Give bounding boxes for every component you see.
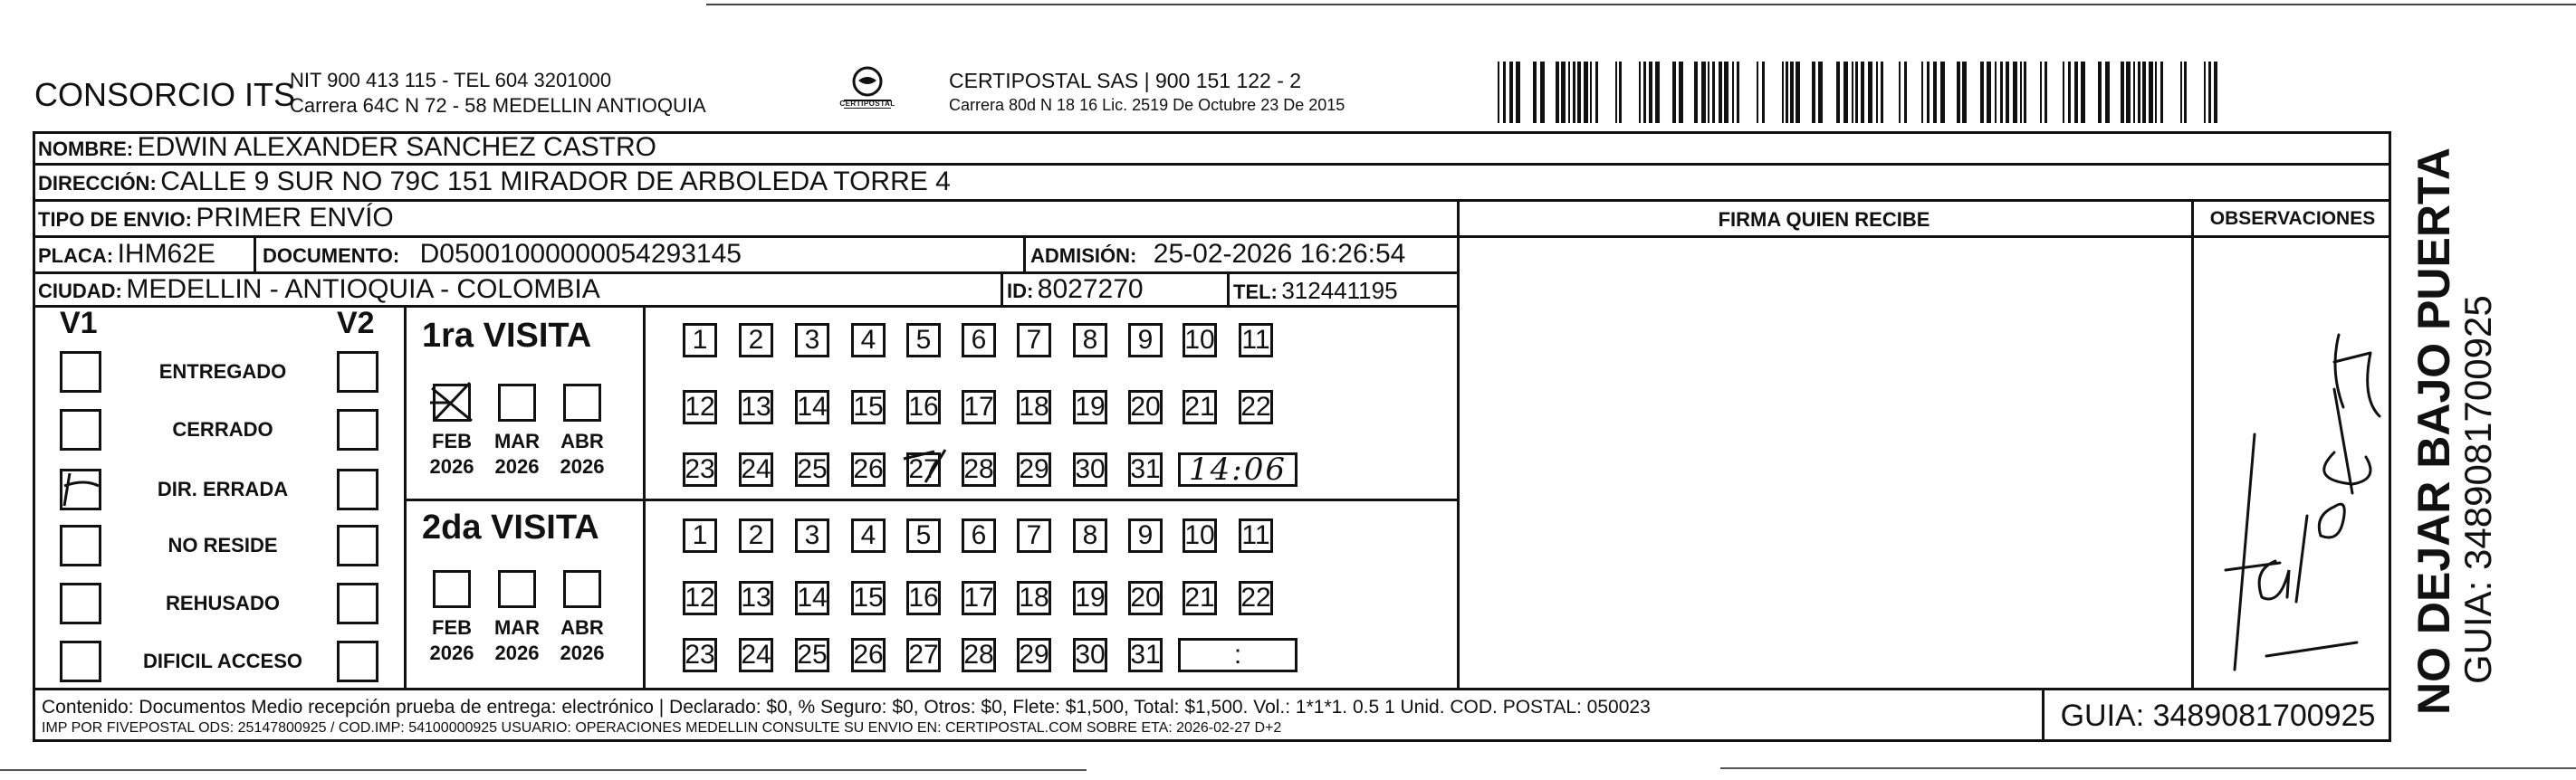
tel-label: TEL: bbox=[1233, 281, 1278, 303]
direccion-value: CALLE 9 SUR NO 79C 151 MIRADOR DE ARBOLEDA TORRE 4 bbox=[160, 166, 951, 196]
day-box[interactable]: 25 bbox=[795, 452, 829, 487]
day-box[interactable]: 28 bbox=[962, 452, 996, 487]
day-box[interactable]: 22 bbox=[1239, 581, 1273, 615]
id-field bbox=[1007, 274, 1144, 305]
footer-guia: GUIA: 3489081700925 bbox=[2060, 699, 2376, 733]
month-checkbox-mar[interactable] bbox=[498, 384, 536, 422]
tipo-envio-value: PRIMER ENVÍO bbox=[196, 203, 394, 233]
day-box[interactable]: 2 bbox=[739, 518, 773, 553]
month-checkbox-mar[interactable] bbox=[498, 570, 536, 608]
month-checkbox-abr[interactable] bbox=[563, 384, 601, 422]
day-box[interactable]: 27 bbox=[906, 452, 941, 487]
day-box[interactable]: 12 bbox=[683, 581, 717, 615]
admision-divider bbox=[1023, 235, 1026, 271]
tel-field bbox=[1233, 277, 1398, 305]
documento-field bbox=[263, 239, 742, 270]
nombre-value: EDWIN ALEXANDER SANCHEZ CASTRO bbox=[137, 132, 656, 162]
day-box[interactable]: 10 bbox=[1183, 518, 1217, 553]
day-box[interactable]: 20 bbox=[1128, 390, 1163, 424]
ciudad-field bbox=[38, 274, 600, 305]
visit-divider bbox=[404, 499, 1457, 501]
row-divider bbox=[33, 199, 2391, 202]
day-box[interactable]: 27 bbox=[906, 638, 941, 672]
tipo-envio-label: TIPO DE ENVIO: bbox=[38, 208, 192, 231]
day-box[interactable]: 15 bbox=[851, 581, 886, 615]
month-checkbox-abr[interactable] bbox=[563, 570, 601, 608]
day-box[interactable]: 22 bbox=[1239, 390, 1273, 424]
day-box[interactable]: 24 bbox=[739, 638, 773, 672]
v1-checkbox[interactable] bbox=[60, 469, 101, 510]
day-box[interactable]: 2 bbox=[739, 323, 773, 357]
day-box[interactable]: 4 bbox=[851, 323, 886, 357]
day-box[interactable]: 11 bbox=[1239, 518, 1273, 553]
day-box[interactable]: 19 bbox=[1073, 390, 1107, 424]
status-label: ENTREGADO bbox=[158, 360, 287, 383]
year-label: 2026 bbox=[429, 455, 474, 478]
v1-checkbox[interactable] bbox=[60, 525, 101, 566]
day-box[interactable]: 30 bbox=[1073, 638, 1107, 672]
direccion-label: DIRECCIÓN: bbox=[38, 172, 157, 195]
v1-checkbox[interactable] bbox=[60, 583, 101, 624]
year-label: 2026 bbox=[494, 455, 540, 478]
footer-contenido: Contenido: Documentos Medio recepción prueba de entrega: electrónico | Declarado: $0, % Seguro: $0, Otros: $0, Flete: $1,500, Total: $1,500. Vol.: 1*1*1. 0.5 1 Unid. COD. POSTAL: 050023 bbox=[42, 697, 1651, 718]
day-box[interactable]: 13 bbox=[739, 581, 773, 615]
status-label: CERRADO bbox=[172, 418, 273, 441]
day-box[interactable]: 10 bbox=[1183, 323, 1217, 357]
status-label: DIFICIL ACCESO bbox=[142, 650, 302, 672]
carrier-address-line: Carrera 80d N 18 16 Lic. 2519 De Octubre 23 De 2015 bbox=[949, 96, 1345, 114]
v2-checkbox[interactable] bbox=[337, 351, 378, 393]
day-box[interactable]: 18 bbox=[1017, 390, 1051, 424]
day-box[interactable]: 7 bbox=[1017, 323, 1051, 357]
footer-imp: IMP POR FIVEPOSTAL ODS: 25147800925 / COD.IMP: 54100000925 USUARIO: OPERACIONES MEDELLIN CONSULTE SU ENVIO EN: CERTIPOSTAL.COM SOBRE ETA: 2026-02-27 D+2 bbox=[42, 720, 1282, 736]
v2-checkbox[interactable] bbox=[337, 583, 378, 624]
day-box[interactable]: 8 bbox=[1073, 323, 1107, 357]
ciudad-value: MEDELLIN - ANTIOQUIA - COLOMBIA bbox=[126, 274, 600, 304]
visit-2-title: 2da VISITA bbox=[422, 509, 599, 547]
admision-label: ADMISIÓN: bbox=[1030, 244, 1137, 267]
placa-field bbox=[38, 239, 215, 270]
day-box[interactable]: 26 bbox=[851, 638, 886, 672]
v1-header: V1 bbox=[60, 306, 98, 340]
v1-checkbox[interactable] bbox=[60, 641, 101, 682]
v2-checkbox[interactable] bbox=[337, 409, 378, 451]
row-divider bbox=[33, 305, 1457, 308]
day-box[interactable]: 16 bbox=[906, 390, 941, 424]
observaciones-header: OBSERVACIONES bbox=[2209, 208, 2376, 229]
id-divider bbox=[1001, 271, 1003, 305]
v2-checkbox[interactable] bbox=[337, 469, 378, 510]
day-box[interactable]: 13 bbox=[739, 390, 773, 424]
day-box[interactable]: 30 bbox=[1073, 452, 1107, 487]
day-box[interactable]: 6 bbox=[962, 518, 996, 553]
side-guia: GUIA: 3489081700925 bbox=[2456, 295, 2499, 684]
day-box[interactable]: 5 bbox=[906, 323, 941, 357]
admision-value: 25-02-2026 16:26:54 bbox=[1153, 239, 1406, 269]
barcode bbox=[1496, 62, 2220, 123]
year-label: 2026 bbox=[494, 642, 540, 664]
row-divider bbox=[33, 688, 2391, 690]
placa-value: IHM62E bbox=[117, 239, 215, 269]
company-address-line: Carrera 64C N 72 - 58 MEDELLIN ANTIOQUIA bbox=[290, 94, 706, 117]
day-box[interactable]: 23 bbox=[683, 452, 717, 487]
day-box[interactable]: 16 bbox=[906, 581, 941, 615]
col-divider-obs bbox=[2191, 199, 2194, 688]
scan-edge-bottom-right bbox=[1720, 767, 2576, 769]
day-box[interactable]: 5 bbox=[906, 518, 941, 553]
v1-checkbox[interactable] bbox=[60, 351, 101, 393]
time-box[interactable]: : bbox=[1178, 638, 1298, 672]
day-box[interactable]: 1 bbox=[683, 323, 717, 357]
month-label: MAR bbox=[493, 616, 541, 639]
col-divider-firma bbox=[1457, 199, 1460, 688]
row-divider bbox=[33, 163, 2391, 166]
month-label: ABR bbox=[560, 430, 604, 452]
day-box[interactable]: 26 bbox=[851, 452, 886, 487]
year-label: 2026 bbox=[429, 642, 474, 664]
visit-title-divider bbox=[643, 305, 646, 688]
day-box[interactable]: 17 bbox=[962, 581, 996, 615]
day-box[interactable]: 23 bbox=[683, 638, 717, 672]
day-box[interactable]: 21 bbox=[1183, 581, 1217, 615]
day-box[interactable]: 14 bbox=[795, 581, 829, 615]
company-nit-line: NIT 900 413 115 - TEL 604 3201000 bbox=[290, 69, 612, 91]
scan-edge-top bbox=[706, 4, 2576, 5]
no-dejar-bajo-puerta: NO DEJAR BAJO PUERTA bbox=[2408, 147, 2459, 715]
day-box[interactable]: 25 bbox=[795, 638, 829, 672]
visit-1-title: 1ra VISITA bbox=[422, 317, 592, 355]
day-box[interactable]: 31 bbox=[1128, 638, 1163, 672]
day-box[interactable]: 7 bbox=[1017, 518, 1051, 553]
month-label: FEB bbox=[432, 616, 472, 639]
placa-label: PLACA: bbox=[38, 244, 114, 267]
day-box[interactable]: 31 bbox=[1128, 452, 1163, 487]
v1-checkbox[interactable] bbox=[60, 409, 101, 451]
tipo-envio-field bbox=[38, 203, 394, 233]
id-label: ID: bbox=[1007, 280, 1034, 302]
company-name: CONSORCIO ITS bbox=[34, 76, 296, 113]
day-box[interactable]: 14 bbox=[795, 390, 829, 424]
logo-lettering: CERTIPOSTAL bbox=[839, 100, 895, 108]
day-box[interactable]: 20 bbox=[1128, 581, 1163, 615]
month-checkbox-feb[interactable] bbox=[433, 384, 471, 422]
v2-header: V2 bbox=[337, 306, 375, 340]
id-value: 8027270 bbox=[1037, 274, 1144, 304]
carrier-name-line: CERTIPOSTAL SAS | 900 151 122 - 2 bbox=[949, 69, 1302, 92]
certipostal-logo bbox=[831, 65, 904, 114]
firma-header: FIRMA QUIEN RECIBE bbox=[1718, 208, 1930, 231]
documento-value: D05001000000054293145 bbox=[419, 239, 742, 269]
day-box[interactable]: 3 bbox=[795, 518, 829, 553]
admision-field bbox=[1030, 239, 1405, 270]
day-box[interactable]: 21 bbox=[1183, 390, 1217, 424]
placa-divider bbox=[254, 235, 256, 271]
day-box[interactable]: 9 bbox=[1128, 323, 1163, 357]
scan-edge-bottom bbox=[0, 769, 1087, 771]
day-box[interactable]: 15 bbox=[851, 390, 886, 424]
day-box[interactable]: 18 bbox=[1017, 581, 1051, 615]
ciudad-label: CIUDAD: bbox=[38, 280, 122, 302]
day-box[interactable]: 19 bbox=[1073, 581, 1107, 615]
direccion-field bbox=[38, 166, 951, 197]
day-box[interactable]: 8 bbox=[1073, 518, 1107, 553]
status-divider bbox=[404, 305, 407, 688]
documento-label: DOCUMENTO: bbox=[263, 244, 400, 267]
nombre-label: NOMBRE: bbox=[38, 138, 134, 160]
tel-value: 312441195 bbox=[1281, 277, 1398, 304]
status-label: REHUSADO bbox=[166, 592, 280, 614]
day-box[interactable]: 1 bbox=[683, 518, 717, 553]
year-label: 2026 bbox=[560, 642, 605, 664]
day-box[interactable]: 17 bbox=[962, 390, 996, 424]
status-label: NO RESIDE bbox=[168, 534, 278, 556]
day-box[interactable]: 11 bbox=[1239, 323, 1273, 357]
day-box[interactable]: 4 bbox=[851, 518, 886, 553]
month-checkbox-feb[interactable] bbox=[433, 570, 471, 608]
v2-checkbox[interactable] bbox=[337, 525, 378, 566]
day-box[interactable]: 28 bbox=[962, 638, 996, 672]
status-label: DIR. ERRADA bbox=[157, 478, 289, 500]
day-box[interactable]: 6 bbox=[962, 323, 996, 357]
month-label: MAR bbox=[493, 430, 541, 452]
year-label: 2026 bbox=[560, 455, 605, 478]
nombre-field bbox=[38, 132, 656, 163]
day-box[interactable]: 9 bbox=[1128, 518, 1163, 553]
day-box[interactable]: 12 bbox=[683, 390, 717, 424]
month-label: FEB bbox=[432, 430, 472, 452]
month-label: ABR bbox=[560, 616, 604, 639]
tel-divider bbox=[1227, 271, 1230, 305]
observaciones-handwriting bbox=[2198, 299, 2389, 679]
time-box[interactable]: 14:06 bbox=[1178, 452, 1298, 487]
day-box[interactable]: 29 bbox=[1017, 638, 1051, 672]
day-box[interactable]: 24 bbox=[739, 452, 773, 487]
v2-checkbox[interactable] bbox=[337, 641, 378, 682]
row-divider bbox=[33, 235, 2391, 238]
day-box[interactable]: 3 bbox=[795, 323, 829, 357]
day-box[interactable]: 29 bbox=[1017, 452, 1051, 487]
